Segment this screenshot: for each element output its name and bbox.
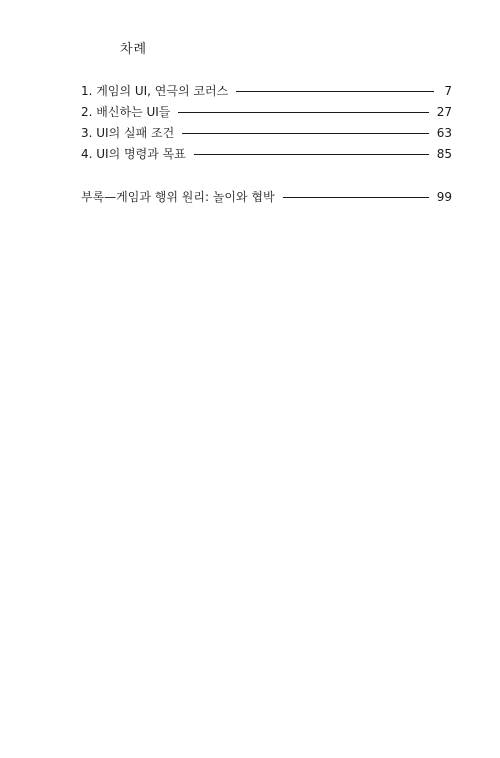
toc-entry-chapter-3[interactable] bbox=[81, 122, 452, 143]
toc-leader-line bbox=[178, 112, 428, 113]
toc-entry-chapter-1[interactable] bbox=[81, 80, 452, 101]
toc-leader-line bbox=[283, 197, 429, 198]
toc-title: 차례 bbox=[120, 42, 148, 57]
toc-entry-label: 2. 배신하는 UI들 bbox=[81, 105, 171, 119]
toc-list bbox=[81, 80, 452, 207]
toc-entry-page-number: 99 bbox=[436, 189, 452, 204]
toc-entry-label: 1. 게임의 UI, 연극의 코러스 bbox=[81, 84, 229, 98]
toc-leader-line bbox=[182, 133, 429, 134]
toc-entry-label: 3. UI의 실패 조건 bbox=[81, 126, 175, 140]
toc-leader-line bbox=[194, 154, 429, 155]
toc-entry-page-number: 85 bbox=[436, 146, 452, 161]
toc-entry-appendix[interactable] bbox=[81, 186, 452, 207]
toc-entry-chapter-2[interactable] bbox=[81, 101, 452, 122]
toc-entry-page-number: 27 bbox=[436, 104, 452, 119]
toc-entry-page-number: 7 bbox=[444, 83, 452, 98]
toc-entry-page-number: 63 bbox=[436, 125, 452, 140]
toc-entry-chapter-4[interactable] bbox=[81, 143, 452, 164]
toc-entry-label: 부록—게임과 행위 원리: 놀이와 협박 bbox=[81, 190, 275, 204]
toc-entry-label: 4. UI의 명령과 목표 bbox=[81, 147, 186, 161]
toc-leader-line bbox=[236, 91, 434, 92]
